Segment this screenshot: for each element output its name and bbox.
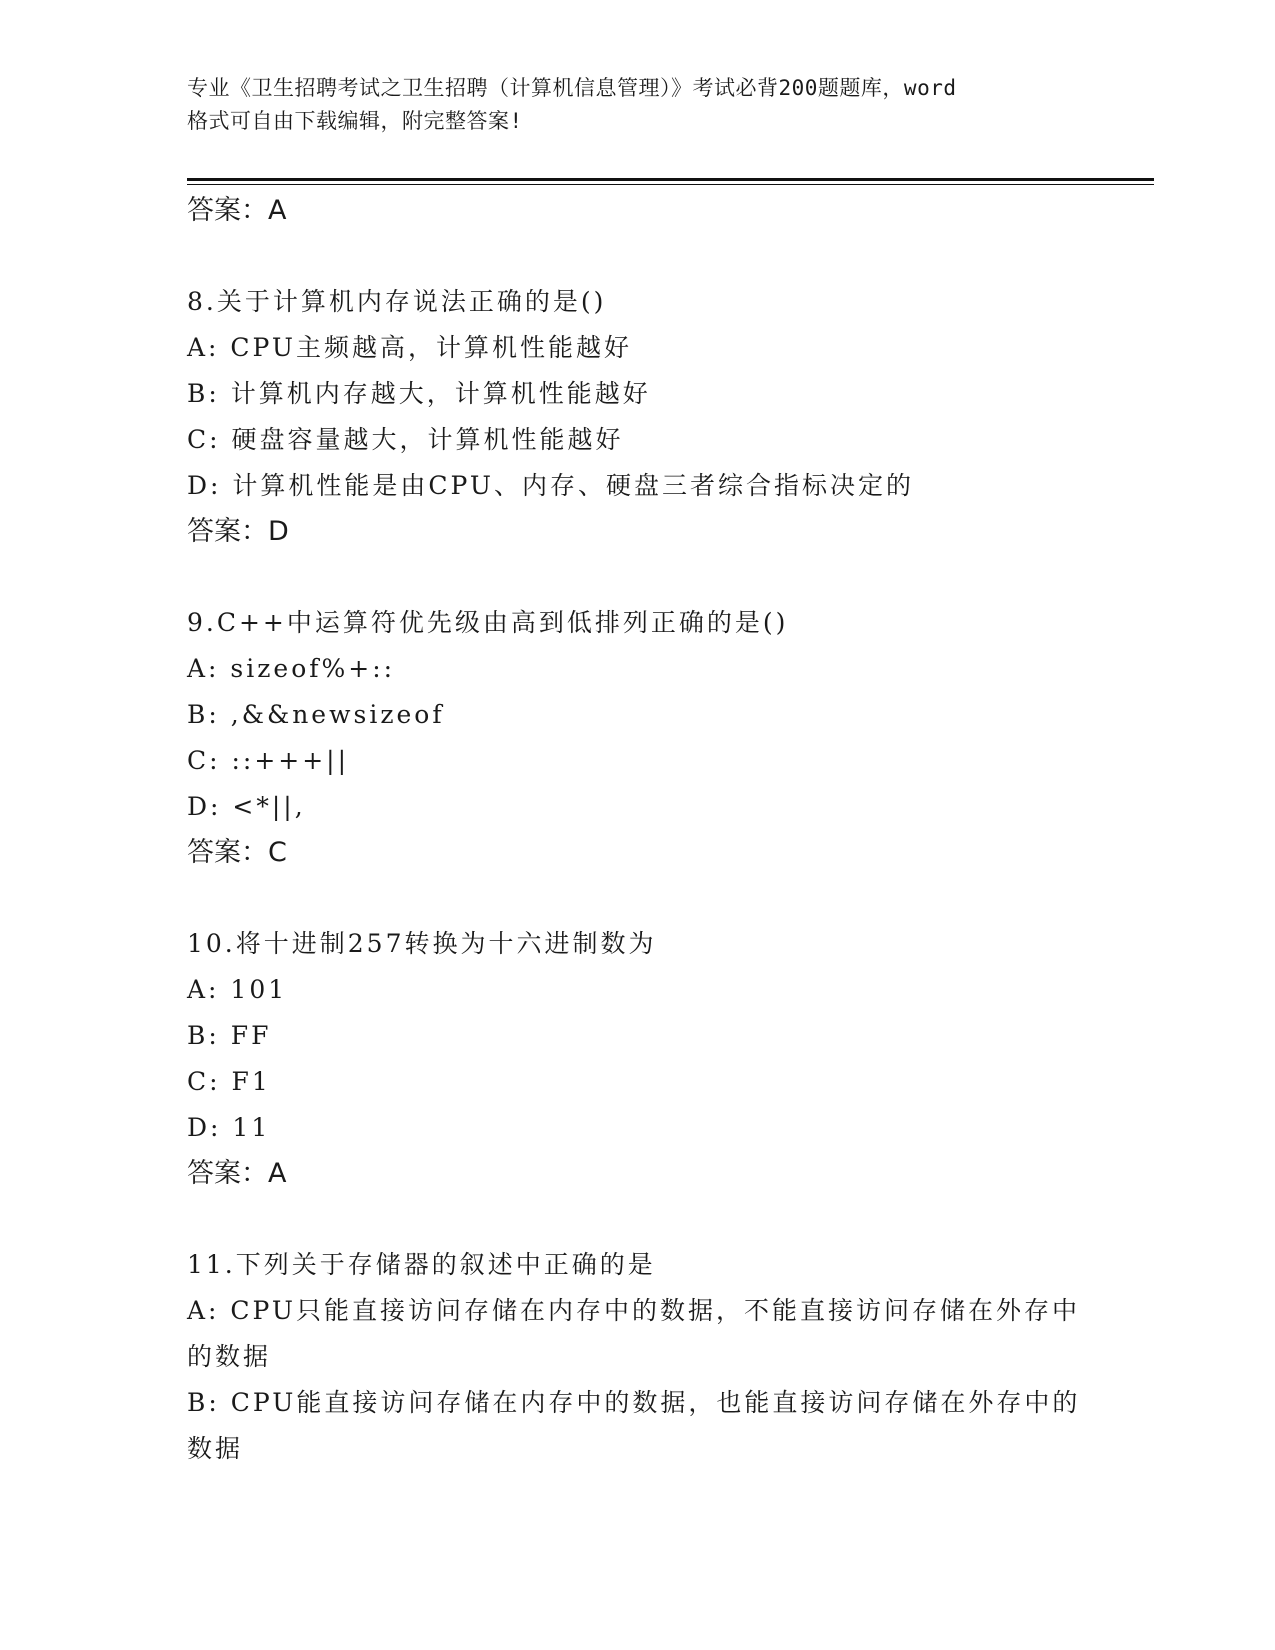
header-line-2: 格式可自由下载编辑，附完整答案! bbox=[187, 109, 523, 133]
question-10 bbox=[187, 921, 1107, 1197]
answer: 答案：A bbox=[187, 1158, 287, 1189]
header-rule-thick bbox=[187, 178, 1154, 181]
spacer bbox=[187, 1197, 1107, 1242]
previous-answer: 答案：A bbox=[187, 195, 287, 226]
question-list bbox=[187, 188, 1107, 1472]
option-b: B: CPU能直接访问存储在内存中的数据，也能直接访问存储在外存中的数据 bbox=[187, 1388, 1081, 1463]
option-d: D: 计算机性能是由CPU、内存、硬盘三者综合指标决定的 bbox=[187, 471, 914, 500]
question-stem: 8.关于计算机内存说法正确的是() bbox=[187, 287, 607, 316]
option-d: D: 11 bbox=[187, 1113, 271, 1142]
header-rule-thin bbox=[187, 184, 1154, 185]
question-9 bbox=[187, 600, 1107, 876]
option-d: D: <*||, bbox=[187, 792, 306, 821]
question-stem: 11.下列关于存储器的叙述中正确的是 bbox=[187, 1250, 656, 1279]
question-stem: 10.将十进制257转换为十六进制数为 bbox=[187, 929, 657, 958]
spacer bbox=[187, 234, 1107, 279]
option-a: A: CPU主频越高，计算机性能越好 bbox=[187, 333, 633, 362]
question-11 bbox=[187, 1242, 1107, 1472]
option-c: C: 硬盘容量越大，计算机性能越好 bbox=[187, 425, 624, 454]
option-c: C: F1 bbox=[187, 1067, 271, 1096]
header-line-1: 专业《卫生招聘考试之卫生招聘（计算机信息管理）》考试必背200题题库，word bbox=[187, 76, 957, 100]
option-a: A: 101 bbox=[187, 975, 288, 1004]
option-a: A: sizeof%+:: bbox=[187, 654, 396, 683]
document-header bbox=[187, 72, 1087, 138]
question-stem: 9.C++中运算符优先级由高到低排列正确的是() bbox=[187, 608, 789, 637]
option-a: A: CPU只能直接访问存储在内存中的数据，不能直接访问存储在外存中的数据 bbox=[187, 1296, 1081, 1371]
option-b: B: ,&&newsizeof bbox=[187, 700, 445, 729]
spacer bbox=[187, 555, 1107, 600]
question-8 bbox=[187, 279, 1107, 555]
option-b: B: 计算机内存越大，计算机性能越好 bbox=[187, 379, 651, 408]
answer: 答案：C bbox=[187, 837, 287, 868]
option-b: B: FF bbox=[187, 1021, 272, 1050]
spacer bbox=[187, 876, 1107, 921]
option-c: C: ::+++|| bbox=[187, 746, 350, 775]
answer: 答案：D bbox=[187, 516, 289, 547]
